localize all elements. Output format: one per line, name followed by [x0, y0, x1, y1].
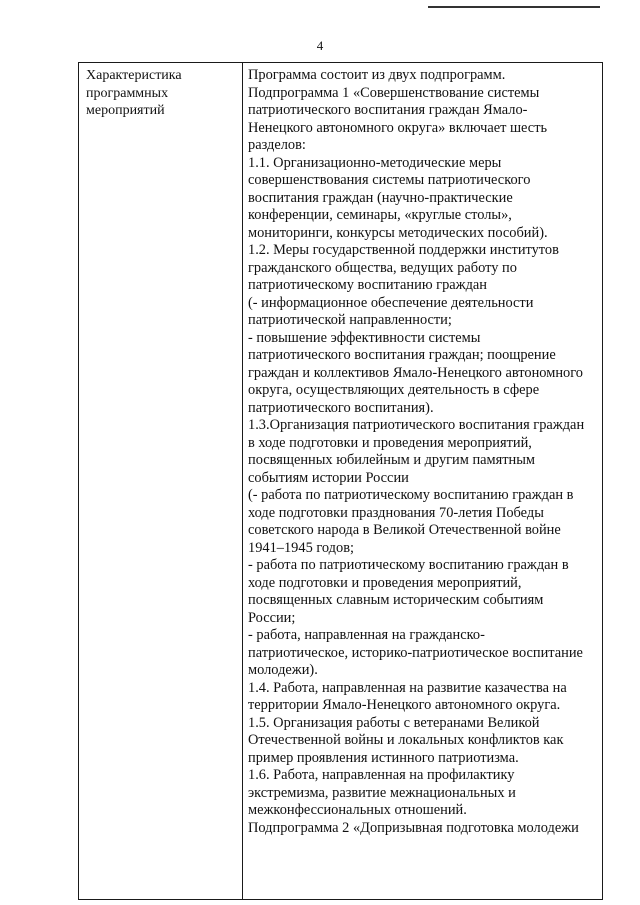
content-line: (- информационное обеспечение деятельности [248, 294, 534, 311]
content-line: ходе подготовки и проведения мероприятий, [248, 574, 522, 591]
content-line: разделов: [248, 137, 306, 153]
content-line: пример проявления истинного патриотизма. [248, 749, 519, 766]
content-line: конференции, семинары, «круглые столы», [248, 207, 512, 223]
content-line: патриотического воспитания граждан; поощрение [248, 347, 556, 363]
content-line: экстремизма, развитие межнациональных и [248, 784, 516, 801]
content-line: патриотического воспитания). [248, 399, 434, 416]
content-line: - работа по патриотическому воспитанию граждан в [248, 557, 569, 573]
content-line: граждан и коллективов Ямало-Ненецкого автономного [248, 364, 583, 381]
content-line: патриотического воспитания граждан Ямало- [248, 102, 528, 118]
content-line: Программа состоит из двух подпрограмм. [248, 67, 506, 83]
content-line: (- работа по патриотическому воспитанию граждан в [248, 487, 574, 503]
content-line: патриотическое, историко-патриотическое воспитание [248, 644, 583, 661]
content-line: округа, осуществляющих деятельность в сфере [248, 382, 540, 398]
content-line: патриотическому воспитанию граждан [248, 277, 488, 293]
content-line: ходе подготовки празднования 70-летия Победы [248, 504, 544, 521]
content-line: 1.4. Работа, направленная на развитие казачества на [248, 679, 567, 696]
content-line: посвященных юбилейным и другим памятным [248, 452, 536, 468]
column-divider [242, 63, 243, 899]
page-number: 4 [316, 38, 324, 53]
content-line: посвященных славным историческим событиям [248, 592, 544, 608]
content-line: 1.3.Организация патриотического воспитания граждан [248, 417, 585, 433]
content-line: территории Ямало-Ненецкого автономного округа. [248, 697, 561, 713]
content-line: советского народа в Великой Отечественной войне [248, 522, 561, 538]
content-line: 1.2. Меры государственной поддержки институтов [248, 242, 559, 258]
content-line: мониторинги, конкурсы методических пособий). [248, 224, 548, 241]
program-table [78, 62, 603, 900]
label-line: Характеристика [86, 68, 182, 83]
label-line: мероприятий [86, 103, 165, 118]
content-line: совершенствования системы патриотического [248, 172, 531, 188]
content-line: 1.5. Организация работы с ветеранами Великой [248, 714, 540, 731]
content-line: воспитания граждан (научно-практические [248, 189, 513, 206]
row-content-cell [248, 67, 600, 837]
top-rule [428, 6, 600, 8]
content-line: межконфессиональных отношений. [248, 802, 467, 818]
content-line: - повышение эффективности системы [248, 329, 481, 346]
content-line: молодежи). [248, 662, 318, 678]
content-line: 1.1. Организационно-методические меры [248, 154, 502, 171]
content-line: Отечественной войны и локальных конфликтов как [248, 732, 564, 748]
content-line: 1.6. Работа, направленная на профилактику [248, 767, 515, 783]
content-line: 1941–1945 годов; [248, 539, 354, 556]
content-line: Подпрограмма 1 «Совершенствование системы [248, 84, 540, 101]
content-line: гражданского общества, ведущих работу по [248, 259, 517, 276]
content-line: России; [248, 609, 296, 626]
content-line: Ненецкого автономного округа» включает шесть [248, 119, 548, 136]
label-line: программных [86, 85, 169, 101]
content-line: в ходе подготовки и проведения мероприятий, [248, 434, 532, 451]
content-line: событиям истории России [248, 469, 409, 486]
content-line: Подпрограмма 2 «Допризывная подготовка молодежи [248, 819, 579, 836]
row-label-cell [86, 67, 236, 120]
content-line: - работа, направленная на гражданско- [248, 627, 485, 643]
content-line: патриотической направленности; [248, 312, 452, 328]
